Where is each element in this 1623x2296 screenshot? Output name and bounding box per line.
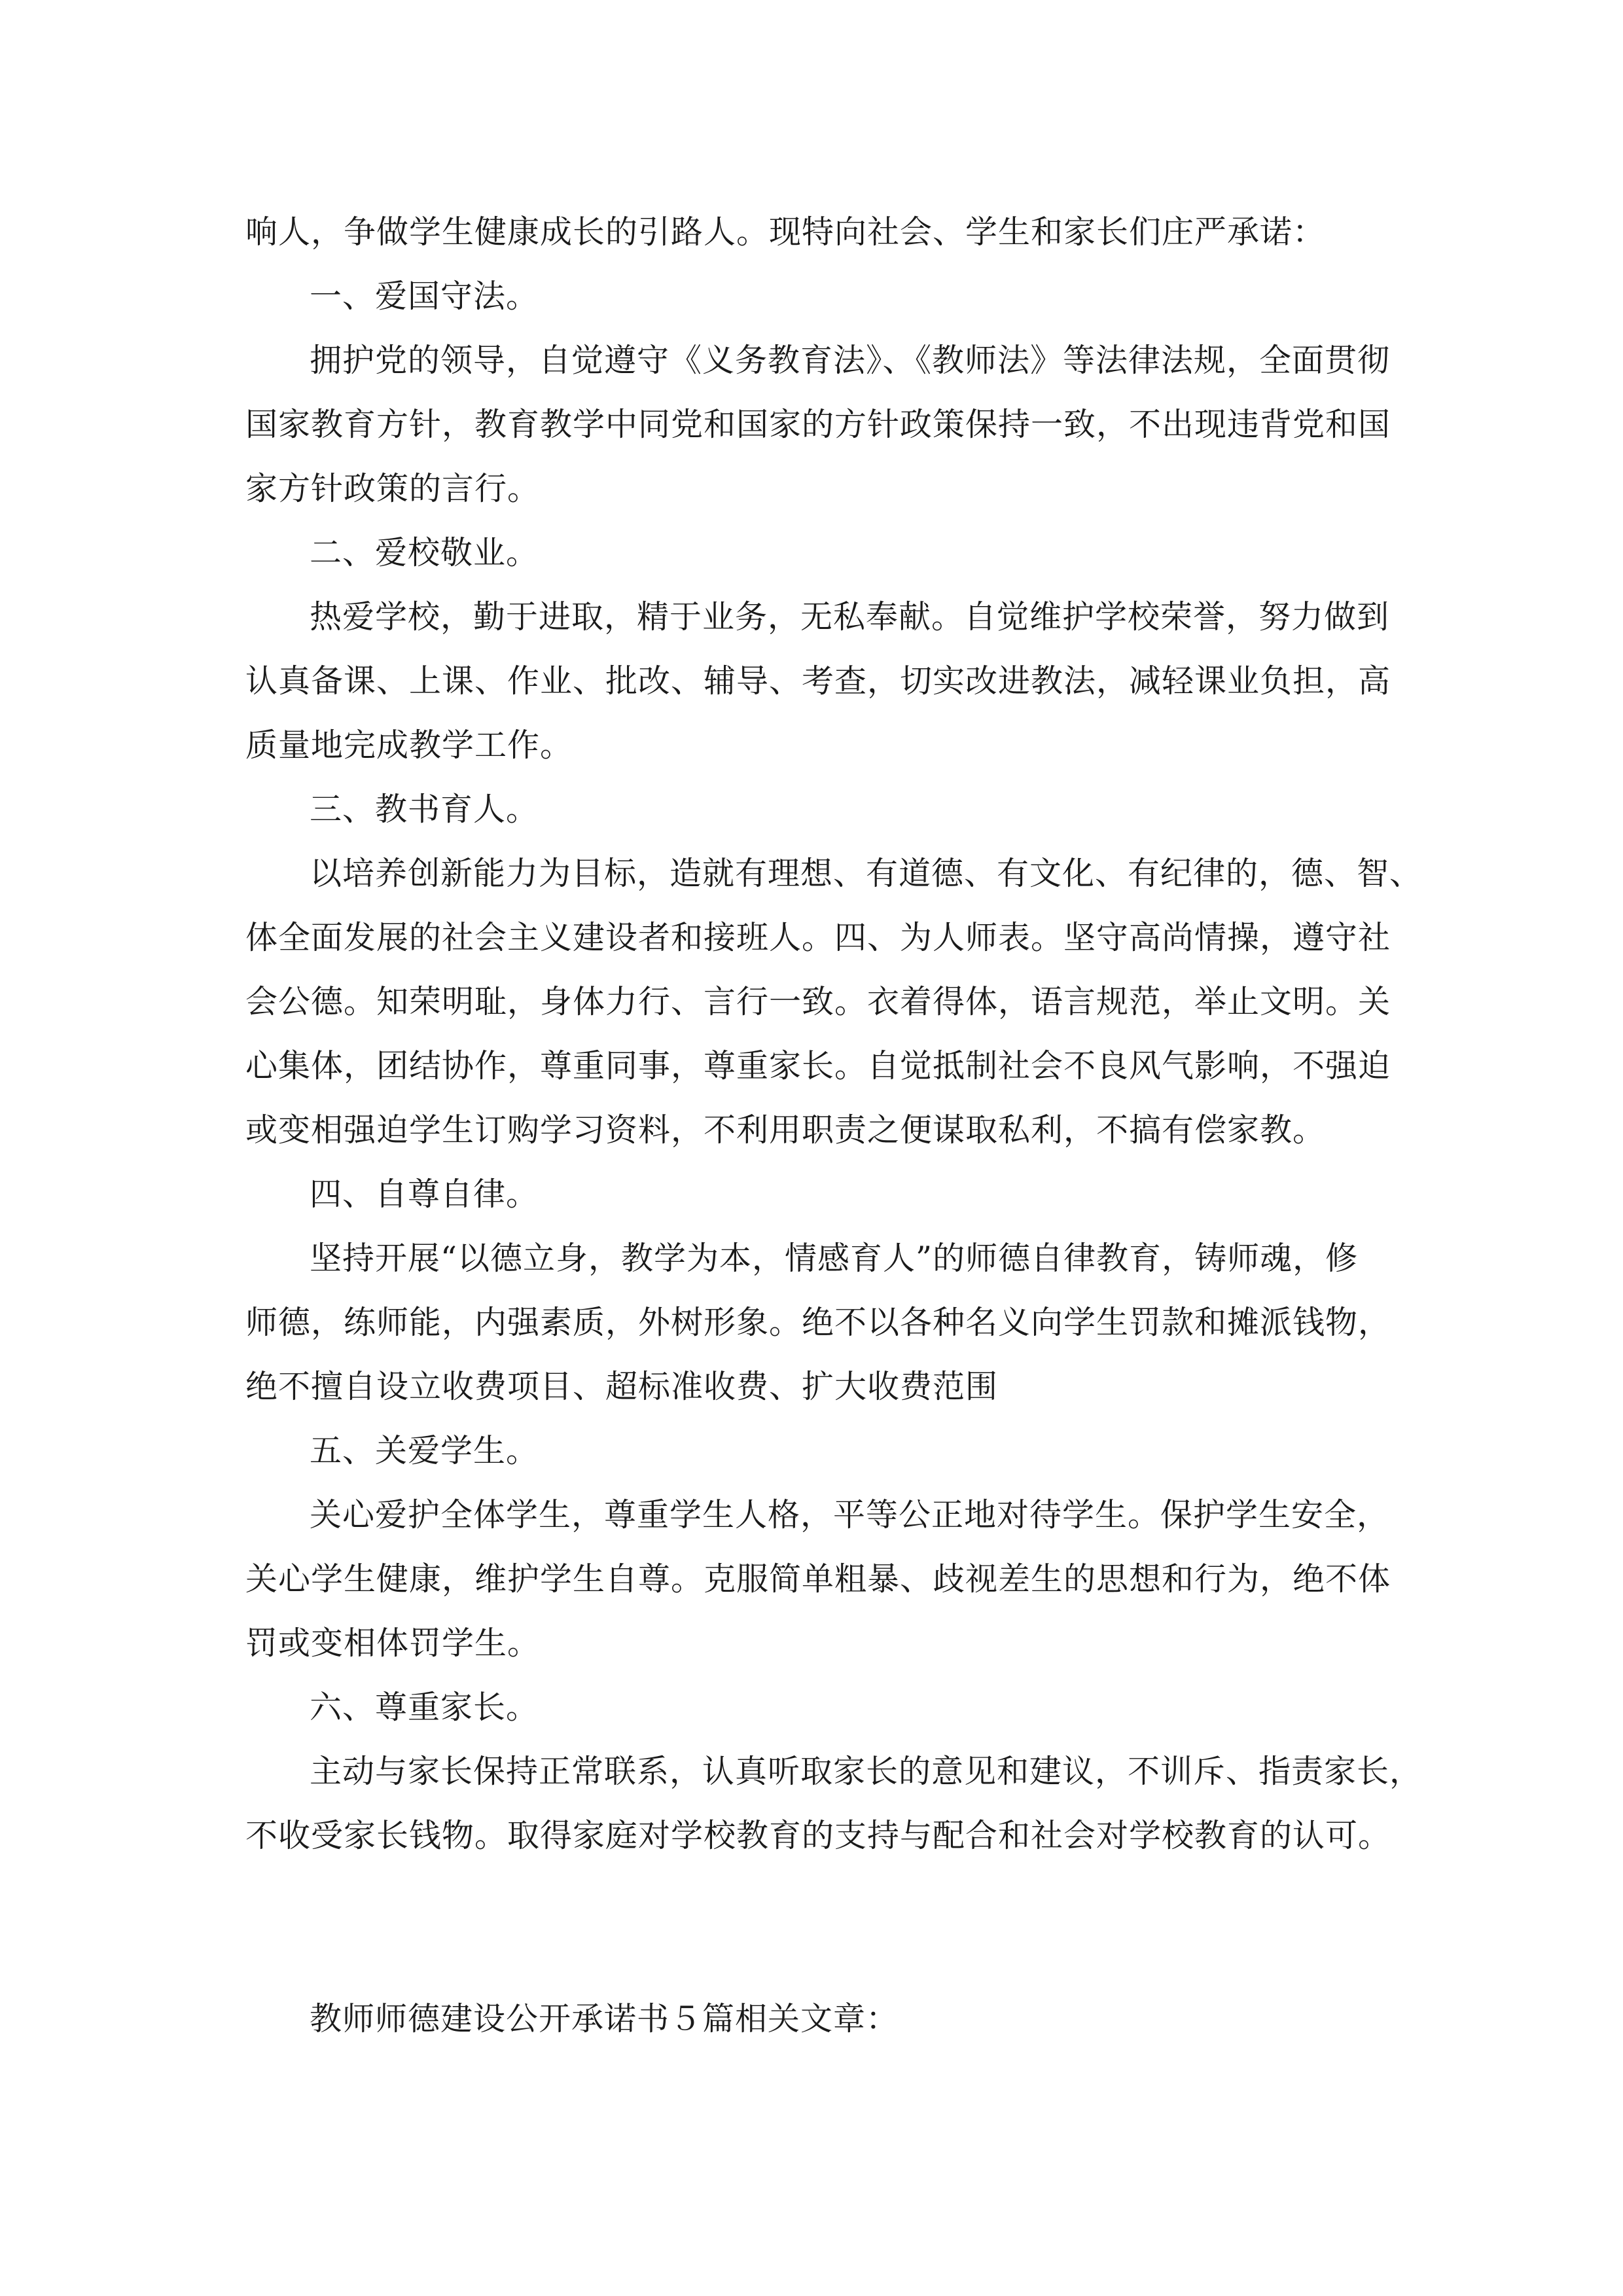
text-line: 五、关爱学生。 xyxy=(310,1432,539,1469)
related-articles-heading: 教师师德建设公开承诺书５篇相关文章： xyxy=(310,2000,899,2037)
text-line: 家方针政策的言行。 xyxy=(245,470,541,507)
text-line: 或变相强迫学生订购学习资料，不利用职责之便谋取私利，不搞有偿家教。 xyxy=(245,1111,1326,1149)
text-line: 会公德。知荣明耻，身体力行、言行一致。衣着得体，语言规范，举止文明。关 xyxy=(245,983,1391,1020)
text-line: 响人，争做学生健康成长的引路人。现特向社会、学生和家长们庄严承诺： xyxy=(245,213,1326,251)
text-line: 国家教育方针，教育教学中同党和国家的方针政策保持一致，不出现违背党和国 xyxy=(245,406,1391,443)
text-line: 体全面发展的社会主义建设者和接班人。四、为人师表。坚守高尚情操，遵守社 xyxy=(245,919,1391,956)
text-line: 心集体，团结协作，尊重同事，尊重家长。自觉抵制社会不良风气影响，不强迫 xyxy=(245,1047,1391,1085)
text-line: 关心学生健康，维护学生自尊。克服简单粗暴、歧视差生的思想和行为，绝不体 xyxy=(245,1560,1391,1598)
text-line: 拥护党的领导，自觉遵守《义务教育法》、《教师法》等法律法规，全面贯彻 xyxy=(310,342,1391,379)
text-line: 六、尊重家长。 xyxy=(310,1689,539,1726)
text-line: 罚或变相体罚学生。 xyxy=(245,1624,541,1662)
text-line: 四、自尊自律。 xyxy=(310,1175,539,1213)
text-line: 坚持开展“以德立身，教学为本，情感育人”的师德自律教育，铸师魂，修 xyxy=(310,1240,1359,1277)
document-body xyxy=(245,200,1423,1868)
text-line: 热爱学校，勤于进取，精于业务，无私奉献。自觉维护学校荣誉，努力做到 xyxy=(310,598,1390,636)
text-line: 不收受家长钱物。取得家庭对学校教育的支持与配合和社会对学校教育的认可。 xyxy=(245,1817,1391,1854)
text-line: 关心爱护全体学生，尊重学生人格，平等公正地对待学生。保护学生安全， xyxy=(310,1496,1390,1534)
text-line: 一、爱国守法。 xyxy=(310,278,539,315)
text-line: 三、教书育人。 xyxy=(310,791,539,828)
text-line: 认真备课、上课、作业、批改、辅导、考查，切实改进教法，减轻课业负担，高 xyxy=(245,662,1391,700)
text-line: 主动与家长保持正常联系，认真听取家长的意见和建议，不训斥、指责家长， xyxy=(310,1753,1423,1790)
text-line: 以培养创新能力为目标，造就有理想、有道德、有文化、有纪律的，德、智、 xyxy=(310,855,1423,892)
text-line: 绝不擅自设立收费项目、超标准收费、扩大收费范围 xyxy=(245,1368,999,1405)
text-line: 质量地完成教学工作。 xyxy=(245,726,573,764)
text-line: 师德，练师能，内强素质，外树形象。绝不以各种名义向学生罚款和摊派钱物， xyxy=(245,1304,1391,1341)
text-line: 二、爱校敬业。 xyxy=(310,534,539,571)
